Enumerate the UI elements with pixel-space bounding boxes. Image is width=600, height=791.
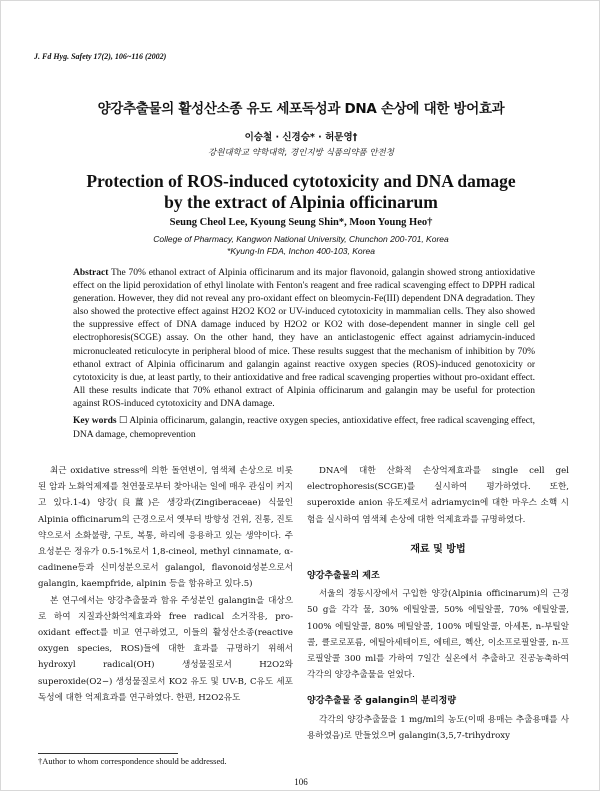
right-column xyxy=(307,463,569,744)
korean-affiliation: 강원대학교 약학대학, 경인지방 식품의약품 안전청 xyxy=(208,148,394,158)
footnote: †Author to whom correspondence should be addressed. xyxy=(38,756,227,766)
english-affiliation xyxy=(1,233,600,257)
intro-paragraph-2: 본 연구에서는 양강추출물과 함유 주성분인 galangin을 대상으로 하여 지질과산화억제효과와 free radical 소거작용, pro-oxidant effect를 비교 연구하였고, 이들의 활성산소종(reactive oxygen species, ROS)들에 대한 효과를 규명하기 위해서 hydroxyl radical(OH) 생성물질로서 H2O2와 superoxide(O2−) 생성물질로서 KO2 유도 및 UV-B, C유도 세포독성에 대한 억제효과를 연구하였다. 한편, H2O2유도 xyxy=(38,595,293,703)
journal-header: J. Fd Hyg. Safety 17(2), 106~116 (2002) xyxy=(34,52,167,61)
english-title-line2: by the extract of Alpinia officinarum xyxy=(164,192,438,212)
korean-authors: 이승철 · 신경승* · 허문영† xyxy=(244,132,358,143)
keywords-text: Alpinia officinarum, galangin, reactive oxygen species, antioxidative effect, free radical scavenging effect, DNA damage, chemoprevention xyxy=(73,416,535,440)
korean-title: 양강추출물의 활성산소종 유도 세포독성과 DNA 손상에 대한 방어효과 xyxy=(97,101,505,117)
intro-paragraph-1: 최근 oxidative stress에 의한 돌연변이, 염색체 손상으로 비롯된 암과 노화억제제를 천연물로부터 찾아내는 일에 매우 관심이 커지고 있다.1-4) 양강(良薑)은 생강과(Zingiberaceae) 식물인 Alpinia officinarum의 근경으로서 옛부터 방향성 건위, 진통, 진토약으로서 소화불량, 구토, 복통, 하리에 응용하고 있는 생약이다. 주요성분은 정유가 0.5-1%로서 1,8-cineol, methyl cinnamate, α-cadinene등과 신미성분으로서 galangol, flavonoid성분으로서 galangin, kaempfride, alpinin 등을 함유하고 있다.5) xyxy=(38,466,293,590)
affiliation-line1: College of Pharmacy, Kangwon National University, Chunchon 200-701, Korea xyxy=(153,234,449,244)
intro-paragraph-3: DNA에 대한 산화적 손상억제효과를 single cell gel electrophoresis(SCGE)를 실시하여 평가하였다. 또한, superoxide anion 유도제로서 adriamycin에 대한 마우스 소핵 시험을 실시하여 염색체 손상에 대한 억제효과를 규명하였다. xyxy=(307,466,569,525)
abstract-label: Abstract xyxy=(73,268,109,278)
keywords: Key words ☐ Alpinia officinarum, galangin, reactive oxygen species, antioxidative effect, free radical scavenging effect, DNA damage, chemoprevention xyxy=(73,416,535,440)
subsection-title-extract: 양강추출물의 제조 xyxy=(307,571,380,582)
methods-paragraph-1: 서울의 경동시장에서 구입한 양강(Alpinia officinarum)의 근경 50 g을 각각 물, 30% 에틸알콜, 50% 에틸알콜, 70% 에틸알콜, 100% 에틸알콜, 80% 메틸알콜, 100% 메틸알콜, 아세톤, n-부틸알콜, 클로로포름, 에틸아세테이트, 에테르, 헥산, 이소프로필알콜, n-프로필알콜 300 ml를 가하여 7일간 실온에서 추출하고 진공농축하여 각각의 양강추출물을 얻었다. xyxy=(307,589,569,681)
keywords-label: Key words xyxy=(73,416,117,426)
page-number: 106 xyxy=(294,777,308,787)
english-title-line1: Protection of ROS-induced cytotoxicity and DNA damage xyxy=(86,171,516,191)
english-authors: Seung Cheol Lee, Kyoung Seung Shin*, Moon Young Heo† xyxy=(169,217,433,228)
footnote-rule xyxy=(38,753,178,754)
subsection-title-galangin: 양강추출물 중 galangin의 분리정량 xyxy=(307,696,457,707)
abstract-text: The 70% ethanol extract of Alpinia officinarum and its major flavonoid, galangin showed strong antioxidative effect on the lipid peroxidation of ethyl linolate with Fenton's reagent and free radical scavenging effect to DPPH radical generation. However, they did not reveal any pro-oxidant effect on bleomycin-Fe(III) dependent DNA degradation. They also showed the protective effect against H2O2 KO2 or UV-induced cytotoxicity in mammalian cells. They also showed the suppressive effect of DNA damage induced by H2O2 or KO2 with dose-dependent manner in single cell gel electrophoresis(SCGE) assay. On the other hand, they have an anticlastogenic effect against adriamycin-induced micronucleated reticulocyte in peripheral blood of mice. These results suggest that the mechanism of inhibition by 70% ethanol extract of Alpinia officinarum and galangin against reactive oxygen species (ROS)-induced genotoxicity or cytotoxicity is due, at least partly, to their antioxidative and free radical scavenging properties without pro-oxidant effect. All these results indicate that 70% ethanol extract of Alpinia officinarum and galangin may be useful for protection against ROS-induced cytotoxicity and DNA damage. xyxy=(73,268,535,409)
abstract xyxy=(73,267,535,411)
affiliation-line2: *Kyung-In FDA, Inchon 400-103, Korea xyxy=(227,246,375,256)
english-title xyxy=(1,171,600,213)
left-column xyxy=(38,463,293,706)
section-title-methods: 재료 및 방법 xyxy=(410,543,466,555)
methods-paragraph-2: 각각의 양강추출물을 1 mg/ml의 농도(이때 용매는 추출용매를 사용하였음)로 만들었으며 galangin(3,5,7-trihydroxy xyxy=(307,714,569,741)
